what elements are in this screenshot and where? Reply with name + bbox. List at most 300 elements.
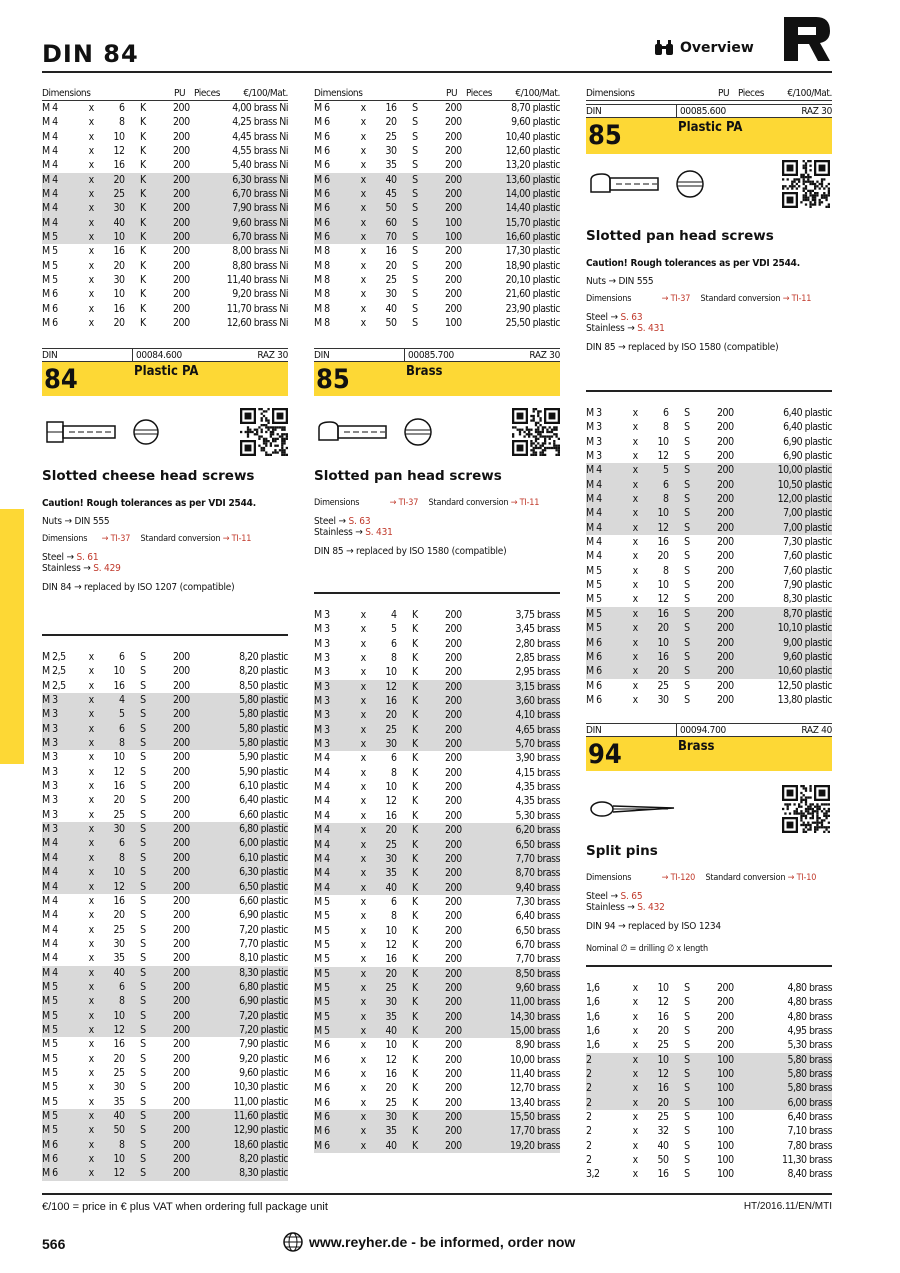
table-cell: 12 <box>113 765 125 778</box>
table-cell: 100 <box>427 216 461 230</box>
table-row <box>586 679 832 693</box>
table-cell: 8,40 brass <box>787 1168 832 1181</box>
din-number: 84 <box>44 364 78 395</box>
table-cell: 7,20 plastic <box>239 923 288 936</box>
table-cell: 9,00 plastic <box>734 636 832 650</box>
qr-code[interactable] <box>782 160 830 208</box>
table-cell: 6 <box>119 651 125 663</box>
table-cell: M 4 <box>42 116 58 129</box>
table-cell: x <box>360 116 366 129</box>
table-cell: M 6 <box>314 216 353 230</box>
table-cell: 200 <box>173 317 190 330</box>
table-cell: M 5 <box>314 910 330 923</box>
table-cell: S <box>675 1067 700 1081</box>
table-cell: M 3 <box>586 421 602 434</box>
table-row <box>42 173 288 187</box>
table-cell: S <box>140 765 146 778</box>
table-cell: x <box>81 1023 101 1037</box>
table-cell: 11,40 brass Ni <box>226 274 288 287</box>
table-cell: x <box>360 245 366 258</box>
table-row <box>586 406 832 420</box>
table-cell: 200 <box>173 808 190 821</box>
table-cell: x <box>81 1166 101 1180</box>
table-cell: 100 <box>699 1081 733 1095</box>
table-cell: x <box>360 302 366 315</box>
table-cell: S <box>684 982 690 994</box>
table-cell: x <box>81 851 101 865</box>
table-cell: 200 <box>173 274 190 287</box>
table-cell: 6,40 brass <box>787 1111 832 1124</box>
table-row <box>314 967 560 981</box>
table-cell: 200 <box>173 1081 190 1094</box>
table-cell: x <box>88 679 94 692</box>
table-cell: K <box>411 924 418 937</box>
table-cell: 200 <box>717 693 734 706</box>
table-cell: M 6 <box>42 317 58 330</box>
table-row <box>314 838 560 852</box>
table-cell: 7,90 plastic <box>239 1038 288 1051</box>
table-cell: M 5 <box>42 1009 81 1023</box>
table-cell: 200 <box>427 1010 461 1024</box>
table-cell: 20 <box>113 794 125 807</box>
table-cell: 18,90 plastic <box>505 259 560 272</box>
table-cell: 1,6 <box>586 982 600 994</box>
table-cell: 200 <box>427 967 461 981</box>
table-cell: 6,30 brass Ni <box>190 173 288 187</box>
table-cell: M 6 <box>314 159 330 172</box>
table-cell: x <box>625 1067 645 1081</box>
table-cell: x <box>360 910 366 923</box>
table-cell: 100 <box>445 317 462 330</box>
table-cell: 50 <box>657 1154 669 1167</box>
table-row <box>42 966 288 980</box>
qr-code[interactable] <box>512 408 560 456</box>
table-row <box>42 894 288 908</box>
table-cell: 16 <box>657 1168 669 1181</box>
table-cell: 8,20 plastic <box>190 1152 288 1166</box>
table-cell: K <box>411 1039 418 1052</box>
table-cell: 200 <box>699 621 733 635</box>
table-cell: 200 <box>717 1039 734 1052</box>
table-cell: 11,40 brass <box>509 1068 560 1080</box>
table-cell: S <box>684 1154 690 1167</box>
table-cell: 10 <box>101 1152 131 1166</box>
table-row <box>586 463 832 477</box>
table-cell: S <box>684 1010 690 1023</box>
table-cell: M 5 <box>42 1023 81 1037</box>
table-cell: 12 <box>657 593 669 606</box>
table-cell: x <box>88 937 94 950</box>
table-cell: M 2,5 <box>42 665 66 678</box>
table-row <box>314 1067 560 1081</box>
table-cell: S <box>140 1095 146 1108</box>
table-cell: S <box>403 187 428 201</box>
table-cell: 17,30 plastic <box>505 245 560 258</box>
table-cell: M 3 <box>314 609 330 621</box>
table-cell: 30 <box>373 852 403 866</box>
table-cell: 16 <box>385 953 397 966</box>
table-cell: 12,00 plastic <box>734 492 832 506</box>
table-cell: 25 <box>113 808 125 821</box>
table-cell: 6 <box>119 102 125 114</box>
table-cell: 200 <box>445 953 462 966</box>
table-cell: 200 <box>445 130 462 143</box>
table-row <box>42 994 288 1008</box>
table-cell: S <box>140 909 146 922</box>
table-cell: 7,90 brass Ni <box>190 201 288 215</box>
website-link[interactable] <box>283 1232 575 1252</box>
section-tab <box>0 509 24 764</box>
table-cell: 6,60 plastic <box>239 894 288 907</box>
table-row <box>42 664 288 678</box>
table-cell: 50 <box>385 317 397 330</box>
table-cell: S <box>403 230 428 244</box>
table-row <box>586 420 832 434</box>
table-cell: 200 <box>445 245 462 258</box>
table-cell: 10,50 plastic <box>734 478 832 492</box>
table-cell: 10 <box>101 230 131 244</box>
table-cell: 200 <box>699 650 733 664</box>
table-cell: x <box>360 652 366 665</box>
table-cell: 12 <box>385 795 397 808</box>
table-cell: 6,50 brass <box>515 924 560 937</box>
table-cell: 200 <box>427 1024 461 1038</box>
table-cell: x <box>88 808 94 821</box>
table-cell: S <box>684 996 690 1009</box>
table-cell: M 6 <box>42 1152 81 1166</box>
table-cell: 25 <box>373 838 403 852</box>
table-cell: 200 <box>173 288 190 301</box>
table-cell: x <box>353 187 373 201</box>
table-row <box>314 187 560 201</box>
table-cell: 7,00 plastic <box>734 506 832 520</box>
table-cell: 7,70 brass <box>515 953 560 966</box>
table-row <box>42 908 288 922</box>
table-cell: 3,90 brass <box>515 752 560 765</box>
table-row <box>586 995 832 1009</box>
table-cell: 3,45 brass <box>515 623 560 636</box>
table-cell: 16 <box>385 102 397 114</box>
table-cell: 10 <box>645 636 675 650</box>
table-cell: 200 <box>173 665 190 678</box>
table-cell: K <box>139 159 146 172</box>
table-cell: x <box>632 435 638 448</box>
table-row <box>586 1024 832 1038</box>
table-cell: M 3 <box>42 808 58 821</box>
table-cell: 16 <box>113 1038 125 1051</box>
table-cell: 5,30 brass <box>515 809 560 822</box>
table-cell: 200 <box>427 737 461 751</box>
header-rule <box>42 71 832 73</box>
table-cell: x <box>353 1124 373 1138</box>
table-cell: M 3 <box>42 780 58 793</box>
table-cell: 2 <box>586 1053 625 1067</box>
table-row <box>42 316 288 330</box>
table-cell: 15,50 brass <box>462 1110 560 1124</box>
qr-code[interactable] <box>240 408 288 456</box>
table-cell: x <box>632 679 638 692</box>
table-cell: S <box>140 808 146 821</box>
table-cell: 10 <box>385 924 397 937</box>
table-cell: S <box>140 937 146 950</box>
table-cell: x <box>88 765 94 778</box>
table-cell: M 3 <box>586 407 602 419</box>
table-cell: 6,30 plastic <box>190 865 288 879</box>
table-cell: M 5 <box>42 994 81 1008</box>
table-cell: 200 <box>155 722 189 736</box>
table-cell: 200 <box>173 909 190 922</box>
table-cell: S <box>131 1009 156 1023</box>
table-cell: 12 <box>373 680 403 694</box>
table-cell: 8,70 plastic <box>734 607 832 621</box>
split-pin-icon <box>588 797 688 821</box>
table-cell: 200 <box>699 636 733 650</box>
table-cell: M 3 <box>42 794 58 807</box>
table-cell: 25 <box>373 981 403 995</box>
table-cell: M 5 <box>42 245 58 258</box>
table-cell: K <box>403 881 428 895</box>
table-cell: 7,60 plastic <box>783 564 832 577</box>
table-cell: x <box>88 1038 94 1051</box>
table-cell: M 6 <box>314 173 353 187</box>
table-cell: M 4 <box>42 159 58 172</box>
table-cell: S <box>131 1023 156 1037</box>
table-row <box>314 173 560 187</box>
table-cell: x <box>88 288 94 301</box>
table-cell: M 3 <box>42 693 81 707</box>
table-cell: S <box>140 1066 146 1079</box>
table-cell: 200 <box>427 173 461 187</box>
table-cell: 12 <box>101 880 131 894</box>
table-cell: M 4 <box>42 145 58 158</box>
table-cell: 200 <box>699 478 733 492</box>
table-cell: x <box>632 1125 638 1138</box>
table-cell: 30 <box>101 822 131 836</box>
table-cell: x <box>625 478 645 492</box>
table-cell: 200 <box>427 881 461 895</box>
table-row <box>586 664 832 678</box>
table-cell: M 6 <box>586 636 625 650</box>
table-cell: S <box>675 478 700 492</box>
table-row <box>586 1010 832 1024</box>
din-84-block: DIN 00084.600 RAZ 30 84 Plastic PA Slotted cheese head screws Caution! Rough tolerances as per VDI 2544. Nuts → DIN 555 Dimensions → TI-37 Standard conversion → TI-11 Steel → S. 61 Stainless → S. 429 DIN 84 → replaced by ISO 1207 (compatible) <box>42 350 288 593</box>
table-cell: 25 <box>101 187 131 201</box>
table-cell: K <box>411 652 418 665</box>
table-cell: 10 <box>101 1009 131 1023</box>
table-cell: K <box>403 737 428 751</box>
table-cell: 200 <box>427 723 461 737</box>
table-cell: M 3 <box>586 450 602 463</box>
table-cell: x <box>353 1024 373 1038</box>
table-cell: 200 <box>155 1023 189 1037</box>
table-cell: x <box>88 317 94 330</box>
table-cell: 25 <box>657 679 669 692</box>
table-cell: M 4 <box>314 752 330 765</box>
table-cell: M 3 <box>314 680 353 694</box>
table-row <box>586 621 832 635</box>
table-cell: 6 <box>391 752 397 765</box>
table-cell: 20,10 plastic <box>505 274 560 287</box>
table-cell: M 6 <box>314 1082 330 1095</box>
table-row <box>42 808 288 822</box>
table-cell: K <box>411 809 418 822</box>
table-cell: K <box>403 838 428 852</box>
table-cell: M 4 <box>586 478 625 492</box>
table-cell: M 4 <box>42 216 81 230</box>
table-cell: 35 <box>113 1095 125 1108</box>
table-cell: 16 <box>113 245 125 258</box>
table-cell: 100 <box>699 1053 733 1067</box>
table-cell: 200 <box>717 564 734 577</box>
table-row <box>42 1123 288 1137</box>
table-cell: x <box>632 693 638 706</box>
table-cell: M 4 <box>586 521 625 535</box>
table-cell: 8,20 plastic <box>239 651 288 663</box>
table-cell: 8,50 brass <box>462 967 560 981</box>
table-cell: S <box>412 245 418 258</box>
table-cell: S <box>412 259 418 272</box>
table-row <box>42 923 288 937</box>
table-cell: 4 <box>101 693 131 707</box>
table-row <box>586 1053 832 1067</box>
table-cell: x <box>353 866 373 880</box>
table-cell: 30 <box>113 937 125 950</box>
table-cell: M 6 <box>314 187 353 201</box>
table-cell: 8,50 plastic <box>239 679 288 692</box>
table-cell: 200 <box>155 836 189 850</box>
table-cell: 10 <box>657 579 669 592</box>
table-row <box>586 592 832 606</box>
table-row <box>42 880 288 894</box>
table-header: Dimensions PU Pieces €/100/Mat. <box>314 88 560 99</box>
table-cell: 200 <box>173 952 190 965</box>
table-cell: 5,90 plastic <box>239 751 288 764</box>
table-cell: S <box>403 216 428 230</box>
table-cell: 10 <box>645 1053 675 1067</box>
table-cell: S <box>684 1039 690 1052</box>
table-cell: 200 <box>445 116 462 129</box>
table-cell: 200 <box>717 421 734 434</box>
table-cell: 30 <box>657 693 669 706</box>
table-row <box>42 693 288 707</box>
table-cell: 200 <box>155 880 189 894</box>
table-cell: 1,6 <box>586 996 600 1009</box>
table-cell: 1,6 <box>586 1025 600 1038</box>
table-cell: 7,00 plastic <box>734 521 832 535</box>
section-title: Slotted cheese head screws <box>42 468 255 484</box>
table-cell: 9,60 plastic <box>734 650 832 664</box>
table-cell: 9,60 plastic <box>239 1066 288 1079</box>
table-cell: 6 <box>391 895 397 908</box>
table-cell: 4,65 brass <box>462 723 560 737</box>
table-cell: 4,00 brass Ni <box>232 102 288 114</box>
table-cell: 4,80 brass <box>787 996 832 1009</box>
table-cell: 200 <box>699 521 733 535</box>
table-cell: 6,80 plastic <box>190 980 288 994</box>
table-cell: M 5 <box>314 953 330 966</box>
col-dimensions: Dimensions <box>42 88 91 99</box>
table-cell: 6 <box>663 407 669 419</box>
table-cell: x <box>360 288 366 301</box>
table-row <box>42 230 288 244</box>
table-cell: K <box>403 723 428 737</box>
table-cell: S <box>403 173 428 187</box>
table-cell: 4,80 brass <box>787 982 832 994</box>
table-cell: S <box>412 288 418 301</box>
table-cell: 25 <box>657 1039 669 1052</box>
table-cell: 200 <box>173 1095 190 1108</box>
table-cell: 200 <box>445 259 462 272</box>
table-cell: S <box>412 159 418 172</box>
table-cell: S <box>684 1139 690 1152</box>
table-cell: 4,80 brass <box>787 1010 832 1023</box>
table-cell: 200 <box>155 201 189 215</box>
table-cell: M 5 <box>42 1066 58 1079</box>
table-cell: S <box>140 679 146 692</box>
table-row <box>314 895 560 909</box>
table-cell: x <box>88 1052 94 1065</box>
table-cell: x <box>632 579 638 592</box>
table-cell: x <box>88 794 94 807</box>
table-cell: K <box>403 967 428 981</box>
table-cell: 3,15 brass <box>462 680 560 694</box>
table-row <box>314 680 560 694</box>
table-cell: x <box>632 536 638 549</box>
table-row <box>586 449 832 463</box>
table-cell: x <box>632 1154 638 1167</box>
table-cell: 200 <box>717 982 734 994</box>
table-cell: x <box>360 623 366 636</box>
table-cell: 20 <box>385 1082 397 1095</box>
table-row <box>42 115 288 129</box>
table-cell: M 6 <box>314 116 330 129</box>
table-cell: 8 <box>101 1138 131 1152</box>
table-cell: x <box>88 1081 94 1094</box>
table-cell: 25 <box>385 1096 397 1109</box>
table-cell: M 3 <box>42 736 81 750</box>
table-cell: S <box>131 722 156 736</box>
table-cell: S <box>140 780 146 793</box>
table-row <box>314 766 560 780</box>
overview-link[interactable] <box>654 40 754 56</box>
table-cell: x <box>360 1082 366 1095</box>
table-cell: 100 <box>699 1096 733 1110</box>
table-cell: 200 <box>173 116 190 129</box>
table-cell: 8 <box>645 492 675 506</box>
table-cell: S <box>131 1138 156 1152</box>
table-cell: x <box>81 1123 101 1137</box>
table-cell: x <box>632 996 638 1009</box>
table-cell: K <box>139 116 146 129</box>
table-cell: x <box>632 550 638 563</box>
table-cell: x <box>353 1110 373 1124</box>
table-cell: 200 <box>427 866 461 880</box>
table-cell: 1,6 <box>586 1039 600 1052</box>
qr-code[interactable] <box>782 785 830 833</box>
table-row <box>314 794 560 808</box>
table-cell: 5,90 plastic <box>239 765 288 778</box>
table-cell: 45 <box>373 187 403 201</box>
table-cell: x <box>360 895 366 908</box>
table-cell: M 3 <box>314 723 353 737</box>
table-cell: 9,60 brass <box>462 981 560 995</box>
table-cell: 200 <box>155 966 189 980</box>
table-cell: x <box>353 723 373 737</box>
footer-note: €/100 = price in € plus VAT when ordering full package unit <box>42 1201 328 1213</box>
table-cell: 12,50 plastic <box>777 679 832 692</box>
table-cell: 40 <box>657 1139 669 1152</box>
table-cell: x <box>632 1168 638 1181</box>
